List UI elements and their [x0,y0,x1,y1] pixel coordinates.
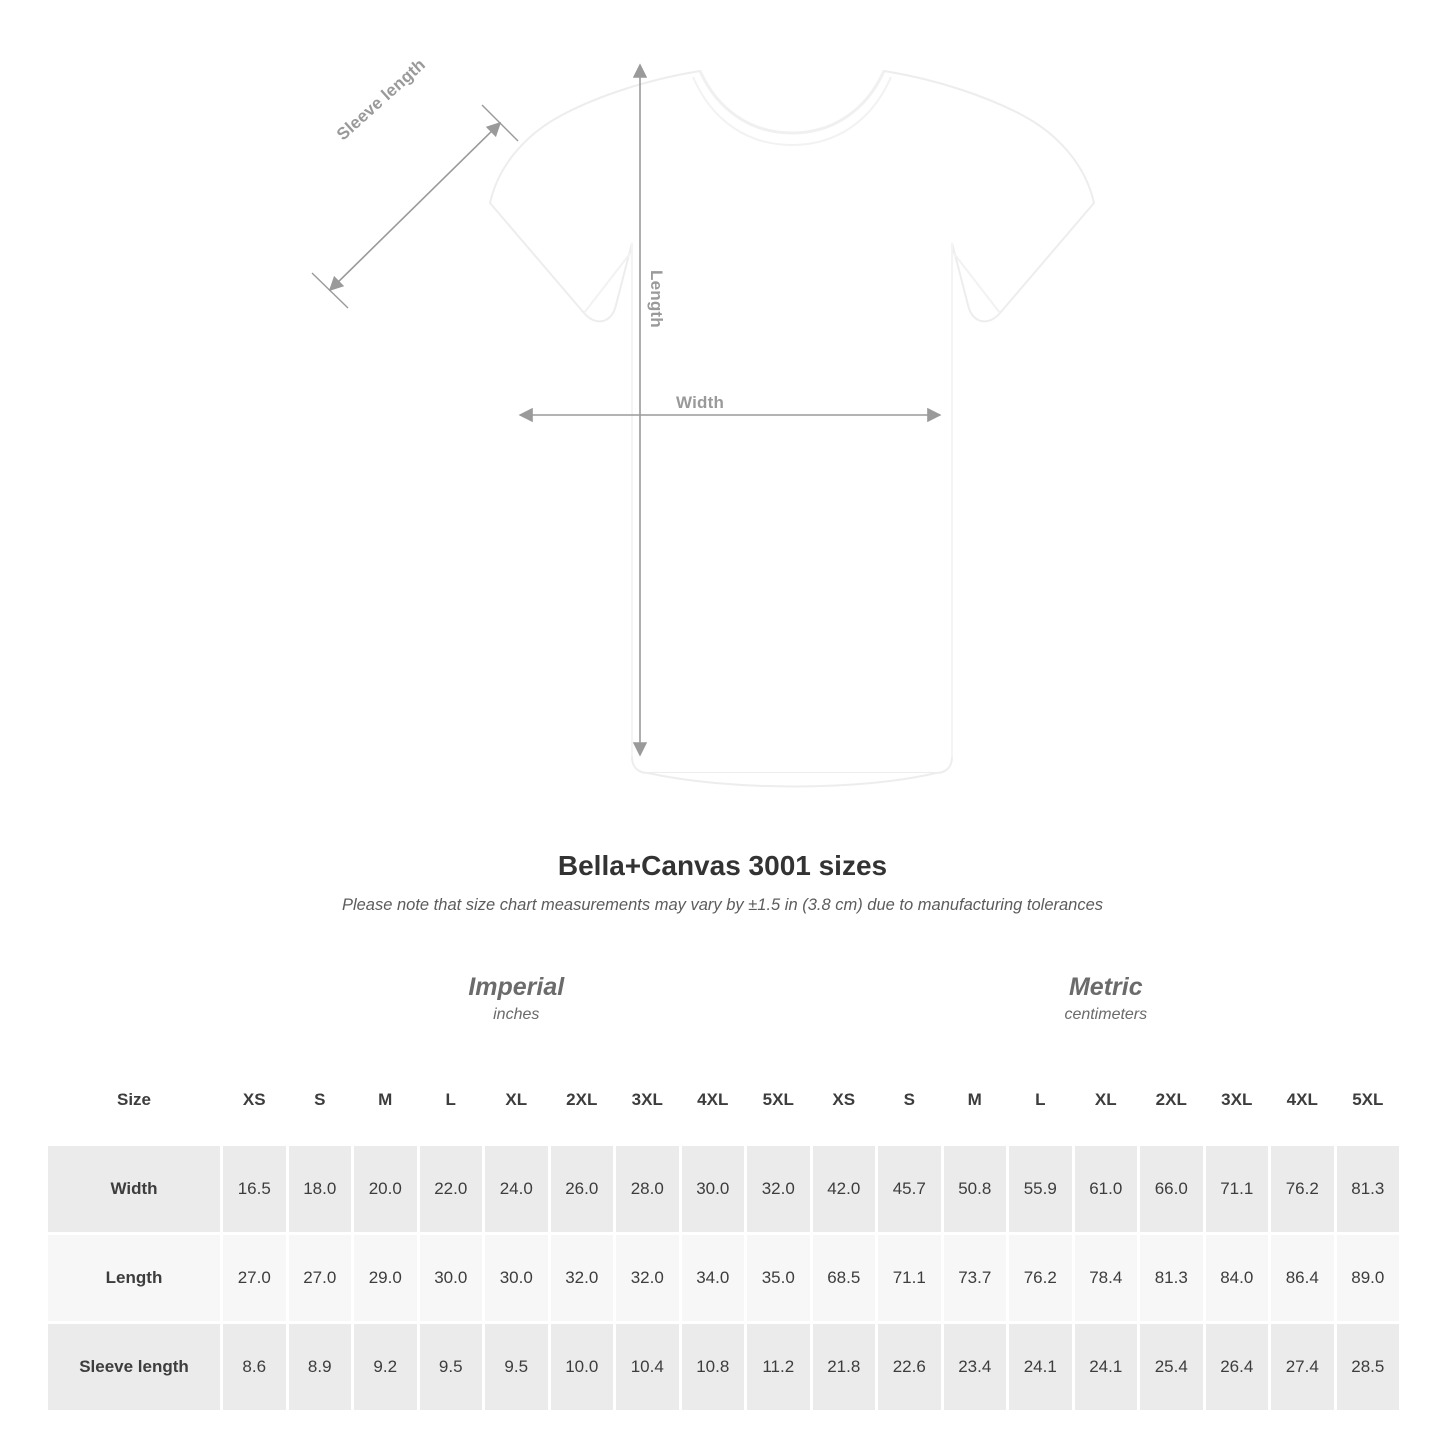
cell-length-5: 32.0 [549,1234,615,1323]
cell-sleeve-1: 8.9 [287,1323,353,1412]
sleeve-length-label: Sleeve length [333,54,430,145]
cell-width-5: 26.0 [549,1145,615,1234]
size-col-xl-met: XL [1073,1056,1139,1145]
size-col-5xl-imp: 5XL [746,1056,812,1145]
cell-length-16: 86.4 [1270,1234,1336,1323]
cell-width-2: 20.0 [353,1145,419,1234]
length-label: Length [647,270,666,328]
size-col-2xl-imp: 2XL [549,1056,615,1145]
size-col-l-imp: L [418,1056,484,1145]
cell-length-10: 71.1 [877,1234,943,1323]
size-header-row [47,1056,1401,1145]
size-col-3xl-imp: 3XL [615,1056,681,1145]
table-row [47,1145,1401,1234]
cell-length-11: 73.7 [942,1234,1008,1323]
cell-sleeve-13: 24.1 [1073,1323,1139,1412]
cell-width-10: 45.7 [877,1145,943,1234]
size-col-xs-met: XS [811,1056,877,1145]
cell-length-6: 32.0 [615,1234,681,1323]
cell-length-15: 84.0 [1204,1234,1270,1323]
cell-sleeve-8: 11.2 [746,1323,812,1412]
cell-length-2: 29.0 [353,1234,419,1323]
tshirt-icon [300,55,1150,815]
row-header-size: Size [47,1056,222,1145]
cell-sleeve-2: 9.2 [353,1323,419,1412]
size-col-xs-imp: XS [222,1056,288,1145]
cell-width-1: 18.0 [287,1145,353,1234]
cell-sleeve-9: 21.8 [811,1323,877,1412]
cell-width-17: 81.3 [1335,1145,1401,1234]
size-col-4xl-imp: 4XL [680,1056,746,1145]
cell-width-12: 55.9 [1008,1145,1074,1234]
metric-sub: centimeters [1064,1005,1148,1023]
unit-header-metric [811,945,1401,1056]
size-table-wrap [45,943,1400,1413]
cell-sleeve-10: 22.6 [877,1323,943,1412]
size-col-4xl-met: 4XL [1270,1056,1336,1145]
cell-length-9: 68.5 [811,1234,877,1323]
size-col-xl-imp: XL [484,1056,550,1145]
table-row [47,1234,1401,1323]
unit-header-row [47,945,1401,1056]
cell-sleeve-16: 27.4 [1270,1323,1336,1412]
cell-sleeve-11: 23.4 [942,1323,1008,1412]
imperial-sub: inches [493,1005,540,1023]
cell-width-0: 16.5 [222,1145,288,1234]
size-col-m-met: M [942,1056,1008,1145]
cell-width-7: 30.0 [680,1145,746,1234]
row-label-sleeve-length: Sleeve length [47,1323,222,1412]
row-label-length: Length [47,1234,222,1323]
size-col-m-imp: M [353,1056,419,1145]
cell-width-3: 22.0 [418,1145,484,1234]
cell-sleeve-0: 8.6 [222,1323,288,1412]
cell-width-6: 28.0 [615,1145,681,1234]
metric-name: Metric [1068,972,1143,1001]
cell-width-13: 61.0 [1073,1145,1139,1234]
cell-length-4: 30.0 [484,1234,550,1323]
cell-length-13: 78.4 [1073,1234,1139,1323]
cell-length-17: 89.0 [1335,1234,1401,1323]
cell-length-0: 27.0 [222,1234,288,1323]
title-block [0,850,1445,915]
cell-length-7: 34.0 [680,1234,746,1323]
cell-length-12: 76.2 [1008,1234,1074,1323]
row-label-width: Width [47,1145,222,1234]
width-label: Width [676,393,725,412]
cell-length-1: 27.0 [287,1234,353,1323]
cell-sleeve-17: 28.5 [1335,1323,1401,1412]
size-col-s-imp: S [287,1056,353,1145]
cell-sleeve-15: 26.4 [1204,1323,1270,1412]
size-table [45,943,1402,1413]
unit-header-spacer [47,945,222,1056]
cell-length-8: 35.0 [746,1234,812,1323]
cell-sleeve-3: 9.5 [418,1323,484,1412]
page-title: Bella+Canvas 3001 sizes [557,850,888,881]
cell-sleeve-14: 25.4 [1139,1323,1205,1412]
cell-sleeve-5: 10.0 [549,1323,615,1412]
cell-length-3: 30.0 [418,1234,484,1323]
tshirt-shape [490,71,1094,787]
cell-sleeve-6: 10.4 [615,1323,681,1412]
cell-sleeve-12: 24.1 [1008,1323,1074,1412]
imperial-name: Imperial [468,972,565,1001]
cell-width-14: 66.0 [1139,1145,1205,1234]
unit-header-imperial [222,945,812,1056]
cell-width-15: 71.1 [1204,1145,1270,1234]
cell-width-11: 50.8 [942,1145,1008,1234]
cell-length-14: 81.3 [1139,1234,1205,1323]
tolerance-note: Please note that size chart measurements may vary by ±1.5 in (3.8 cm) due to manufacturing tolerances [341,896,1104,914]
cell-width-16: 76.2 [1270,1145,1336,1234]
cell-sleeve-7: 10.8 [680,1323,746,1412]
table-row [47,1323,1401,1412]
size-col-l-met: L [1008,1056,1074,1145]
size-col-s-met: S [877,1056,943,1145]
size-col-2xl-met: 2XL [1139,1056,1205,1145]
size-col-5xl-met: 5XL [1335,1056,1401,1145]
cell-width-4: 24.0 [484,1145,550,1234]
cell-width-8: 32.0 [746,1145,812,1234]
cell-sleeve-4: 9.5 [484,1323,550,1412]
cell-width-9: 42.0 [811,1145,877,1234]
size-col-3xl-met: 3XL [1204,1056,1270,1145]
